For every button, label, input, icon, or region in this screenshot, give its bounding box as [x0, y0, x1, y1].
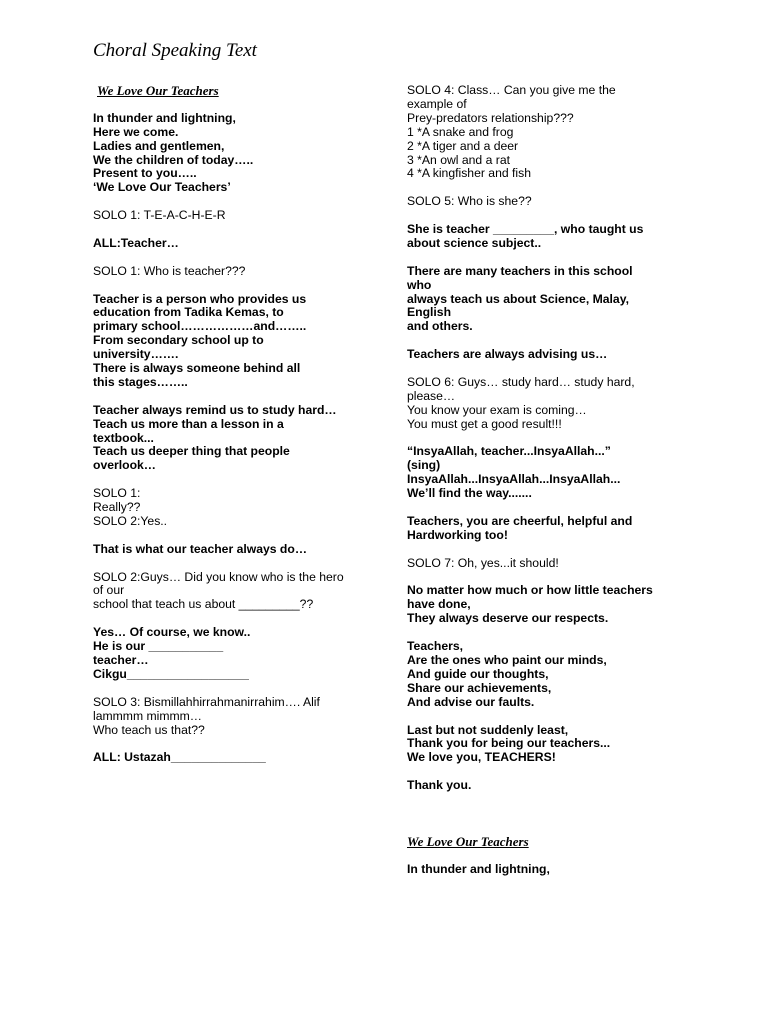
right-column [407, 84, 667, 891]
opening-stanza: In thunder and lightning, Here we come. Ladies and gentlemen, We the children of today….. Present to you….. ‘We Love Our Teachers’ [93, 110, 254, 195]
solo-line: SOLO 6: Guys… study hard… study hard, please… You know your exam is coming… You must get a good result!!! [407, 374, 635, 431]
solo-line: SOLO 1: T-E-A-C-H-E-R [93, 208, 226, 223]
solo-line: SOLO 5: Who is she?? [407, 194, 532, 209]
page-title: Choral Speaking Text [93, 40, 257, 61]
solo-line: SOLO 3: Bismillahhirrahmanirrahim…. Alif lammmm mimmm… Who teach us that?? [93, 694, 320, 737]
chorus-line: That is what our teacher always do… [93, 541, 308, 556]
poem-heading: We Love Our Teachers [97, 83, 219, 98]
closing-line: Thank you. [407, 778, 472, 793]
chorus-line: Teachers are always advising us… [407, 347, 608, 362]
song-stanza: “InsyaAllah, teacher...InsyaAllah...” (sing) InsyaAllah...InsyaAllah...InsyaAllah... We’ll find the way....... [407, 444, 621, 501]
solo-line: SOLO 7: Oh, yes...it should! [407, 555, 559, 570]
chorus-line: ALL: Ustazah______________ [93, 750, 266, 765]
opening-line-repeat: In thunder and lightning, [407, 861, 550, 876]
chorus-stanza: Teacher is a person who provides us education from Tadika Kemas, to primary school………………and…….. From secondary school up to university……. There is always someone behind all this stages…….. [93, 291, 307, 389]
chorus-stanza: No matter how much or how little teachers have done, They always deserve our respects. [407, 583, 653, 626]
chorus-stanza: Teachers, Are the ones who paint our minds, And guide our thoughts, Share our achievements, And advise our faults. [407, 639, 607, 709]
solo-line: SOLO 4: Class… Can you give me the example of Prey-predators relationship??? 1 *A snake and frog 2 *A tiger and a deer 3 *An owl and a rat 4 *A kingfisher and fish [407, 83, 616, 181]
chorus-stanza: Yes… Of course, we know.. He is our ___________ teacher… Cikgu__________________ [93, 625, 251, 681]
left-column [93, 84, 363, 779]
chorus-stanza: Last but not suddenly least, Thank you for being our teachers... We love you, TEACHERS! [407, 722, 611, 765]
chorus-stanza: Teacher always remind us to study hard… Teach us more than a lesson in a textbook... Teach us deeper thing that people overlook… [93, 402, 337, 473]
chorus-stanza: Teachers, you are cheerful, helpful and Hardworking too! [407, 513, 633, 542]
solo-line: SOLO 1: Really?? SOLO 2:Yes.. [93, 486, 168, 528]
solo-line: SOLO 1: Who is teacher??? [93, 263, 246, 278]
chorus-stanza: There are many teachers in this school who always teach us about Science, Malay, English and others. [407, 263, 633, 334]
chorus-stanza: She is teacher _________, who taught us about science subject.. [407, 222, 644, 250]
chorus-line: ALL:Teacher… [93, 235, 179, 250]
solo-line: SOLO 2:Guys… Did you know who is the hero of our school that teach us about _________?? [93, 569, 344, 612]
poem-heading-repeat: We Love Our Teachers [407, 834, 529, 850]
